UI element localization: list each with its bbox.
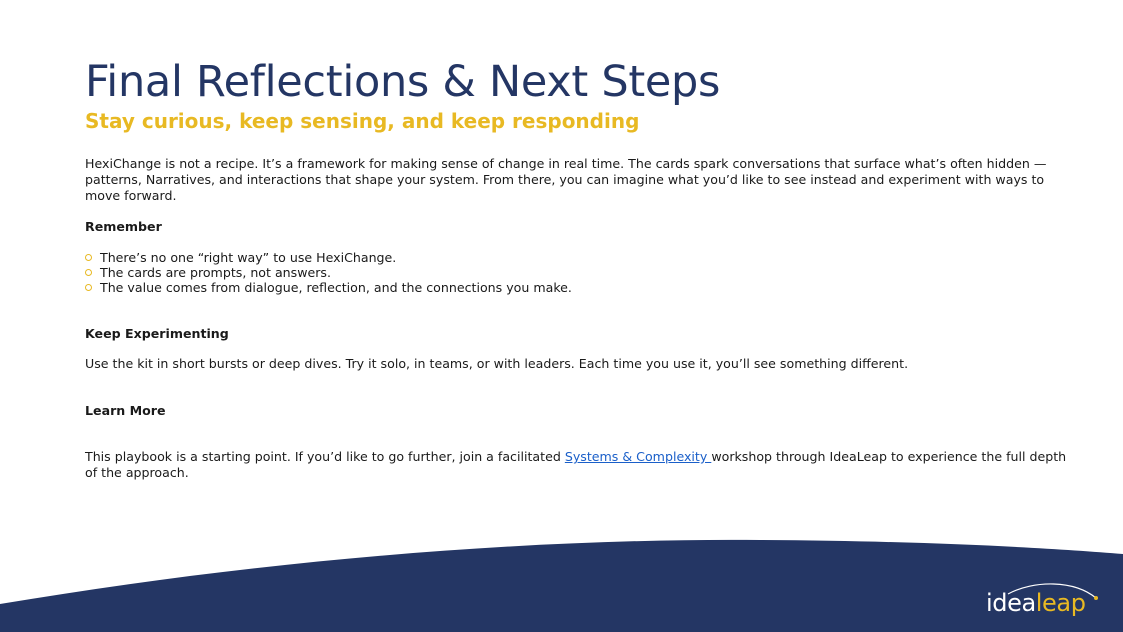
learn-more-text: This playbook is a starting point. If you’d like to go further, join a facilitated <box>85 449 565 464</box>
intro-line: HexiChange is not a recipe. It’s a framework for making sense of change in real time. The cards spark conversations that surface what’s often hidden — <box>85 156 1047 171</box>
remember-heading: Remember <box>85 219 162 234</box>
idealeap-logo <box>986 582 1102 622</box>
list-item <box>85 280 1085 295</box>
list-item <box>85 265 1085 280</box>
logo-text-leap: leap <box>1035 589 1086 617</box>
learn-more-paragraph <box>85 449 1085 481</box>
intro-line: patterns, Narratives, and interactions that shape your system. From there, you can imagine what you’d like to see instead and experiment with ways to <box>85 172 1045 187</box>
intro-paragraph <box>85 156 1085 204</box>
systems-complexity-link[interactable]: Systems & Complexity <box>564 449 712 464</box>
list-item-text: The value comes from dialogue, reflection, and the connections you make. <box>100 280 572 295</box>
logo-wordmark <box>986 588 1086 618</box>
experiment-heading: Keep Experimenting <box>85 326 229 341</box>
circle-bullet-icon <box>85 269 92 276</box>
list-item-text: The cards are prompts, not answers. <box>100 265 331 280</box>
learn-more-text: workshop through IdeaLeap to experience the full depth <box>711 449 1067 464</box>
circle-bullet-icon <box>85 254 92 261</box>
intro-line: move forward. <box>85 188 177 203</box>
list-item-text: There’s no one “right way” to use HexiChange. <box>100 250 397 265</box>
footer-wave <box>0 532 1123 632</box>
circle-bullet-icon <box>85 284 92 291</box>
slide-content <box>85 56 1085 481</box>
learn-more-heading: Learn More <box>85 403 166 418</box>
experiment-paragraph: Use the kit in short bursts or deep dives. Try it solo, in teams, or with leaders. Each time you use it, you’ll see something different. <box>85 356 909 371</box>
learn-more-line: of the approach. <box>85 465 189 480</box>
learn-more-line <box>85 449 1085 465</box>
remember-list <box>85 250 1085 295</box>
slide-subtitle: Stay curious, keep sensing, and keep responding <box>85 109 640 133</box>
logo-text-idea: idea <box>986 589 1036 617</box>
slide-title: Final Reflections & Next Steps <box>85 57 721 107</box>
list-item <box>85 250 1085 265</box>
